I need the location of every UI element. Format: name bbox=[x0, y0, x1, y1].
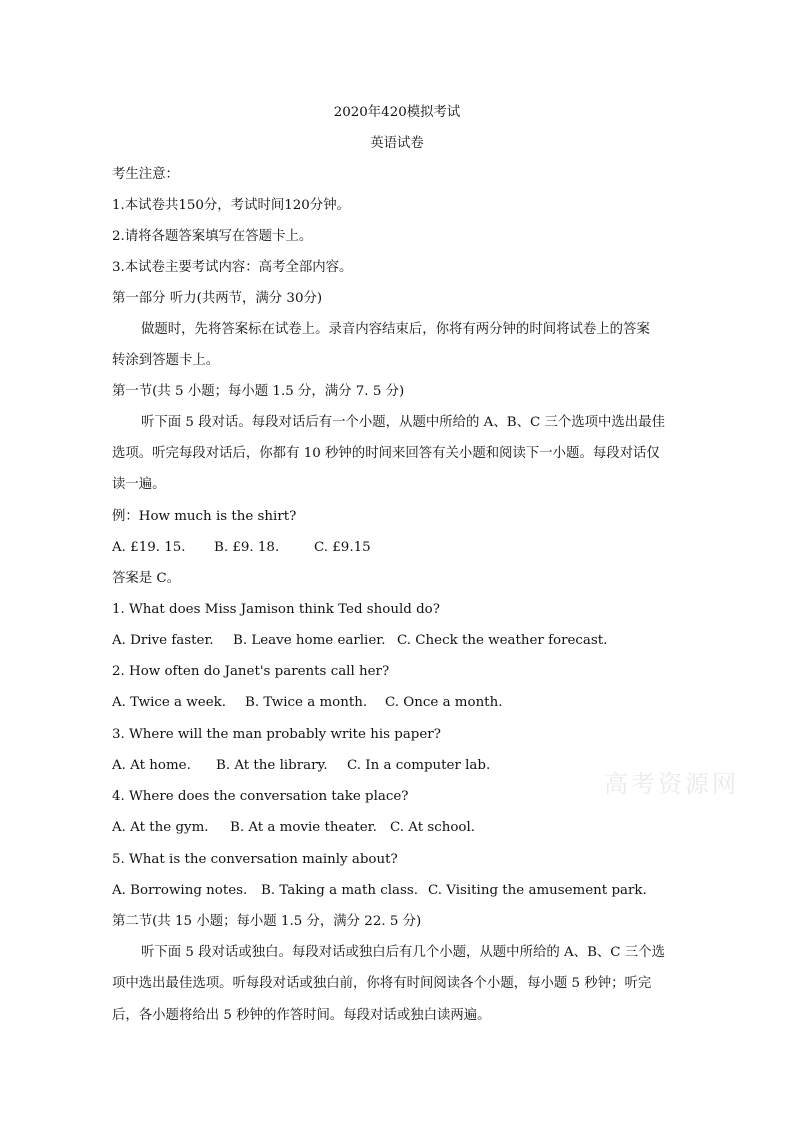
exam-subtitle: 英语试卷 bbox=[370, 136, 424, 151]
option-a: A. Twice a week. bbox=[112, 695, 226, 710]
section1-instruction: 读一遍。 bbox=[112, 477, 166, 492]
example-question: 例：How much is the shirt? bbox=[112, 509, 297, 524]
question-3: 3. Where will the man probably write his paper? bbox=[112, 727, 441, 742]
part1-heading: 第一部分 听力(共两节，满分 30分) bbox=[112, 291, 323, 306]
option-a: A. At home. bbox=[112, 758, 191, 773]
section2-instruction: 项中选出最佳选项。听每段对话或独白前，你将有时间阅读各个小题，每小题 5 秒钟；听完 bbox=[112, 976, 652, 991]
question-1: 1. What does Miss Jamison think Ted should do? bbox=[112, 602, 440, 617]
notice-item: 3.本试卷主要考试内容：高考全部内容。 bbox=[112, 260, 353, 275]
question-4: 4. Where does the conversation take place? bbox=[112, 789, 409, 804]
question-2-options bbox=[112, 694, 502, 712]
part1-instruction: 做题时，先将答案标在试卷上。录音内容结束后，你将有两分钟的时间将试卷上的答案 bbox=[141, 322, 650, 337]
section2-instruction: 后，各小题将给出 5 秒钟的作答时间。每段对话或独白读两遍。 bbox=[112, 1008, 491, 1023]
section1-instruction: 选项。听完每段对话后，你都有 10 秒钟的时间来回答有关小题和阅读下一小题。每段对话仅 bbox=[112, 446, 660, 461]
option-c: C. In a computer lab. bbox=[347, 758, 491, 773]
question-1-options bbox=[112, 632, 607, 650]
option-c: C. At school. bbox=[390, 820, 476, 835]
option-a: A. At the gym. bbox=[112, 820, 209, 835]
option-c: C. Check the weather forecast. bbox=[397, 633, 608, 648]
notice-item: 1.本试卷共150分，考试时间120分钟。 bbox=[112, 198, 350, 213]
watermark: 高考资源网 bbox=[604, 770, 739, 798]
example-answer: 答案是 C。 bbox=[112, 571, 181, 586]
option-b: B. At the library. bbox=[216, 758, 328, 773]
part1-instruction: 转涂到答题卡上。 bbox=[112, 353, 220, 368]
option-c: C. Once a month. bbox=[385, 695, 503, 710]
option-b: B. Taking a math class. bbox=[261, 883, 419, 898]
example-option-b: B. £9. 18. bbox=[214, 540, 280, 555]
option-a: A. Borrowing notes. bbox=[112, 883, 248, 898]
option-b: B. At a movie theater. bbox=[230, 820, 377, 835]
exam-title: 2020年420模拟考试 bbox=[333, 105, 461, 120]
option-b: B. Leave home earlier. bbox=[233, 633, 386, 648]
question-4-options bbox=[112, 819, 475, 837]
option-c: C. Visiting the amusement park. bbox=[428, 883, 647, 898]
notice-heading: 考生注意： bbox=[112, 167, 179, 182]
section2-instruction: 听下面 5 段对话或独白。每段对话或独白后有几个小题，从题中所给的 A、B、C 三个选 bbox=[141, 945, 665, 960]
section1-heading: 第一节(共 5 小题；每小题 1.5 分，满分 7. 5 分) bbox=[112, 384, 405, 399]
option-a: A. Drive faster. bbox=[112, 633, 214, 648]
question-5: 5. What is the conversation mainly about? bbox=[112, 852, 398, 867]
notice-item: 2.请将各题答案填写在答题卡上。 bbox=[112, 229, 313, 244]
option-b: B. Twice a month. bbox=[245, 695, 368, 710]
question-2: 2. How often do Janet's parents call her? bbox=[112, 664, 390, 679]
section2-heading: 第二节(共 15 小题；每小题 1.5 分，满分 22. 5 分) bbox=[112, 914, 422, 929]
question-5-options bbox=[112, 882, 647, 900]
example-option-c: C. £9.15 bbox=[314, 540, 371, 555]
example-options bbox=[112, 539, 371, 557]
section1-instruction: 听下面 5 段对话。每段对话后有一个小题，从题中所给的 A、B、C 三个选项中选出最佳 bbox=[141, 415, 665, 430]
question-3-options bbox=[112, 757, 490, 775]
example-option-a: A. £19. 15. bbox=[112, 540, 186, 555]
